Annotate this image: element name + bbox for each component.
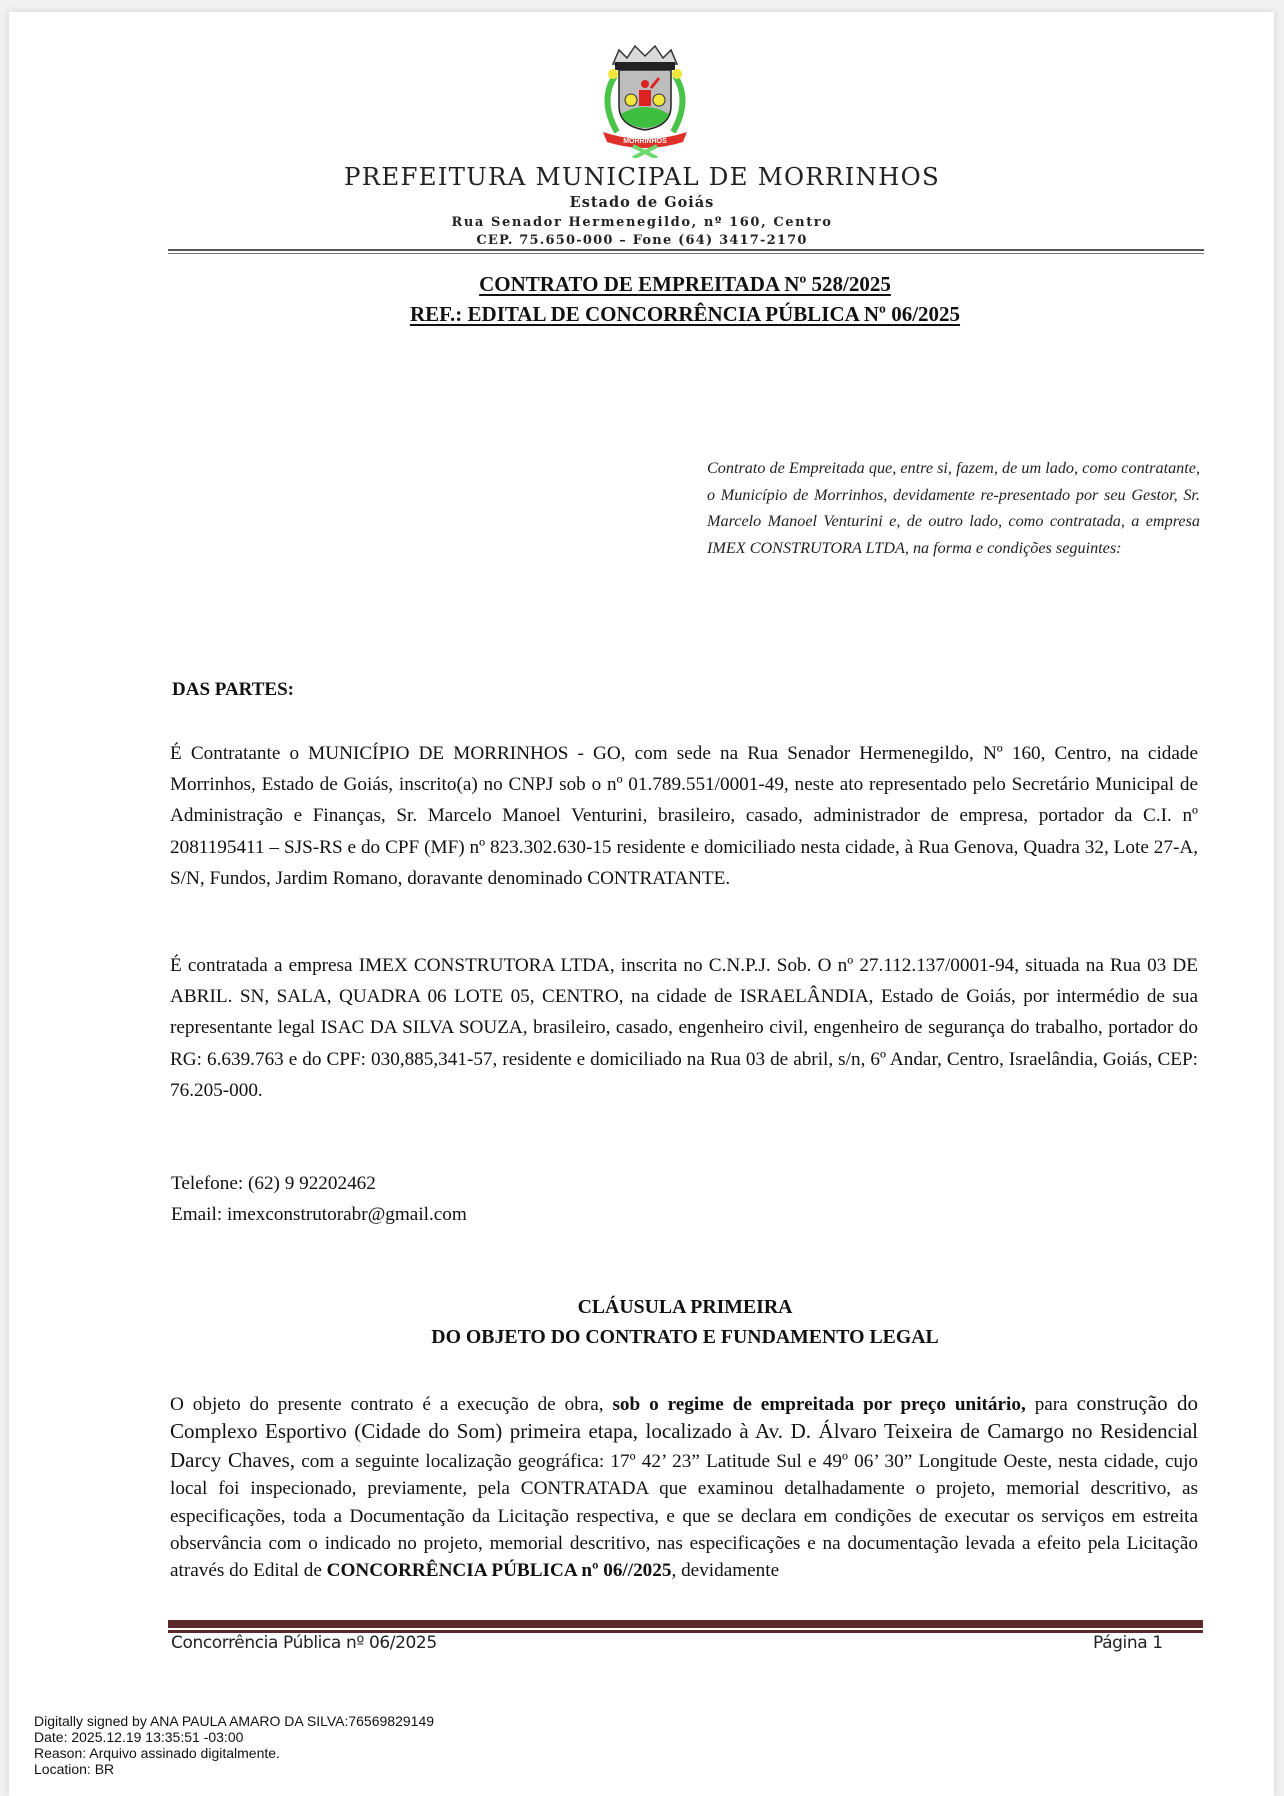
clause-subtitle: DO OBJETO DO CONTRATO E FUNDAMENTO LEGAL: [431, 1326, 939, 1348]
contact-email: Email: imexconstrutorabr@gmail.com: [171, 1204, 467, 1225]
signature-date: Date: 2025.12.19 13:35:51 -03:00: [34, 1729, 244, 1745]
contract-summary: Contrato de Empreitada que, entre si, fazem, de um lado, como contratante, o Município de Morrinhos, devidamente re-presentado por seu Gestor, Sr. Marcelo Manoel Venturini e, de outro lado, como contratada, a empresa IMEX CONSTRUTORA LTDA, na forma e condições seguintes:: [707, 459, 1200, 557]
parties-heading: DAS PARTES:: [172, 679, 294, 700]
clause-title: CLÁUSULA PRIMEIRA: [577, 1296, 793, 1318]
page-number: Página 1: [1093, 1633, 1163, 1653]
object-text-4: com a seguinte localização geográfica: 17º 42’ 23” Latitude Sul e 49º 06’ 30” Longitude Oeste, nesta cidade, cujo local foi inspecionado, previamente, pela CONTRATADA que examinou detalhadamente o projeto, memorial descritivo, as especificações, toda a Documentação da Licitação respectiva, e que se declara em condições de executar os serviços em estreita observância com o indicado no projeto, memorial descritivo, nas especificações e na documentação levada a efeito pela Licitação através do Edital de: [170, 1450, 1198, 1582]
object-text-1: O objeto do presente contrato é a execução de obra,: [170, 1394, 613, 1415]
signature-location: Location: BR: [34, 1761, 115, 1777]
object-text-2: para: [1025, 1394, 1077, 1415]
municipal-crest-icon: [585, 40, 705, 158]
object-text-5: , devidamente: [671, 1560, 780, 1582]
signature-signer: Digitally signed by ANA PAULA AMARO DA SILVA:76569829149: [34, 1713, 435, 1729]
contratada-paragraph: É contratada a empresa IMEX CONSTRUTORA LTDA, inscrita no C.N.P.J. Sob. O nº 27.112.137/0001-94, situada na Rua 03 DE ABRIL. SN, SALA, QUADRA 06 LOTE 05, CENTRO, na cidade de ISRAELÂNDIA, Estado de Goiás, por intermédio de sua representante legal ISAC DA SILVA SOUZA, brasileiro, casado, engenheiro civil, engenheiro de segurança do trabalho, portador do RG: 6.639.763 e do CPF: 030,885,341-57, residente e domiciliado na Rua 03 de abril, s/n, 6º Andar, Centro, Israelândia, Goiás, CEP: 76.205-000.: [170, 955, 1198, 1101]
object-paragraph: [170, 1390, 1198, 1585]
contratante-paragraph: É Contratante o MUNICÍPIO DE MORRINHOS - GO, com sede na Rua Senador Hermenegildo, Nº 160, Centro, na cidade Morrinhos, Estado de Goiás, inscrito(a) no CNPJ sob o nº 01.789.551/0001-49, neste ato representado pelo Secretário Municipal de Administração e Finanças, Sr. Marcelo Manoel Venturini, brasileiro, casado, administrador de empresa, portador da C.I. nº 2081195411 – SJS-RS e do CPF (MF) nº 823.302.630-15 residente e domiciliado nesta cidade, à Rua Genova, Quadra 32, Lote 27-A, S/N, Fundos, Jardim Romano, doravante denominado CONTRATANTE.: [170, 743, 1198, 889]
municipality-address: Rua Senador Hermenegildo, nº 160, Centro: [451, 215, 833, 230]
object-edital-bold: CONCORRÊNCIA PÚBLICA nº 06//2025: [326, 1560, 672, 1582]
state-name: Estado de Goiás: [569, 194, 715, 211]
contract-title: CONTRATO DE EMPREITADA Nº 528/2025: [479, 272, 891, 296]
municipality-title: PREFEITURA MUNICIPAL DE MORRINHOS: [344, 162, 940, 191]
municipality-cep-phone: CEP. 75.650-000 – Fone (64) 3417-2170: [476, 233, 808, 248]
svg-text:MORRINHOS: MORRINHOS: [623, 138, 667, 145]
contract-reference: REF.: EDITAL DE CONCORRÊNCIA PÚBLICA Nº 06/2025: [409, 302, 961, 326]
object-regime-bold: sob o regime de empreitada por preço unitário,: [612, 1394, 1026, 1415]
signature-reason: Reason: Arquivo assinado digitalmente.: [34, 1745, 280, 1761]
contact-phone: Telefone: (62) 9 92202462: [171, 1173, 376, 1194]
object-text-3: construção do Complexo Esportivo (Cidade do Som) primeira etapa, localizado à Av. D. Álvaro Teixeira de Camargo no Residencial Darcy Chaves,: [170, 1391, 1198, 1472]
digital-signature-block: [34, 1713, 434, 1777]
header-divider: [168, 249, 1204, 254]
footer-divider: [168, 1620, 1203, 1630]
footer-reference: Concorrência Pública nº 06/2025: [171, 1633, 437, 1653]
